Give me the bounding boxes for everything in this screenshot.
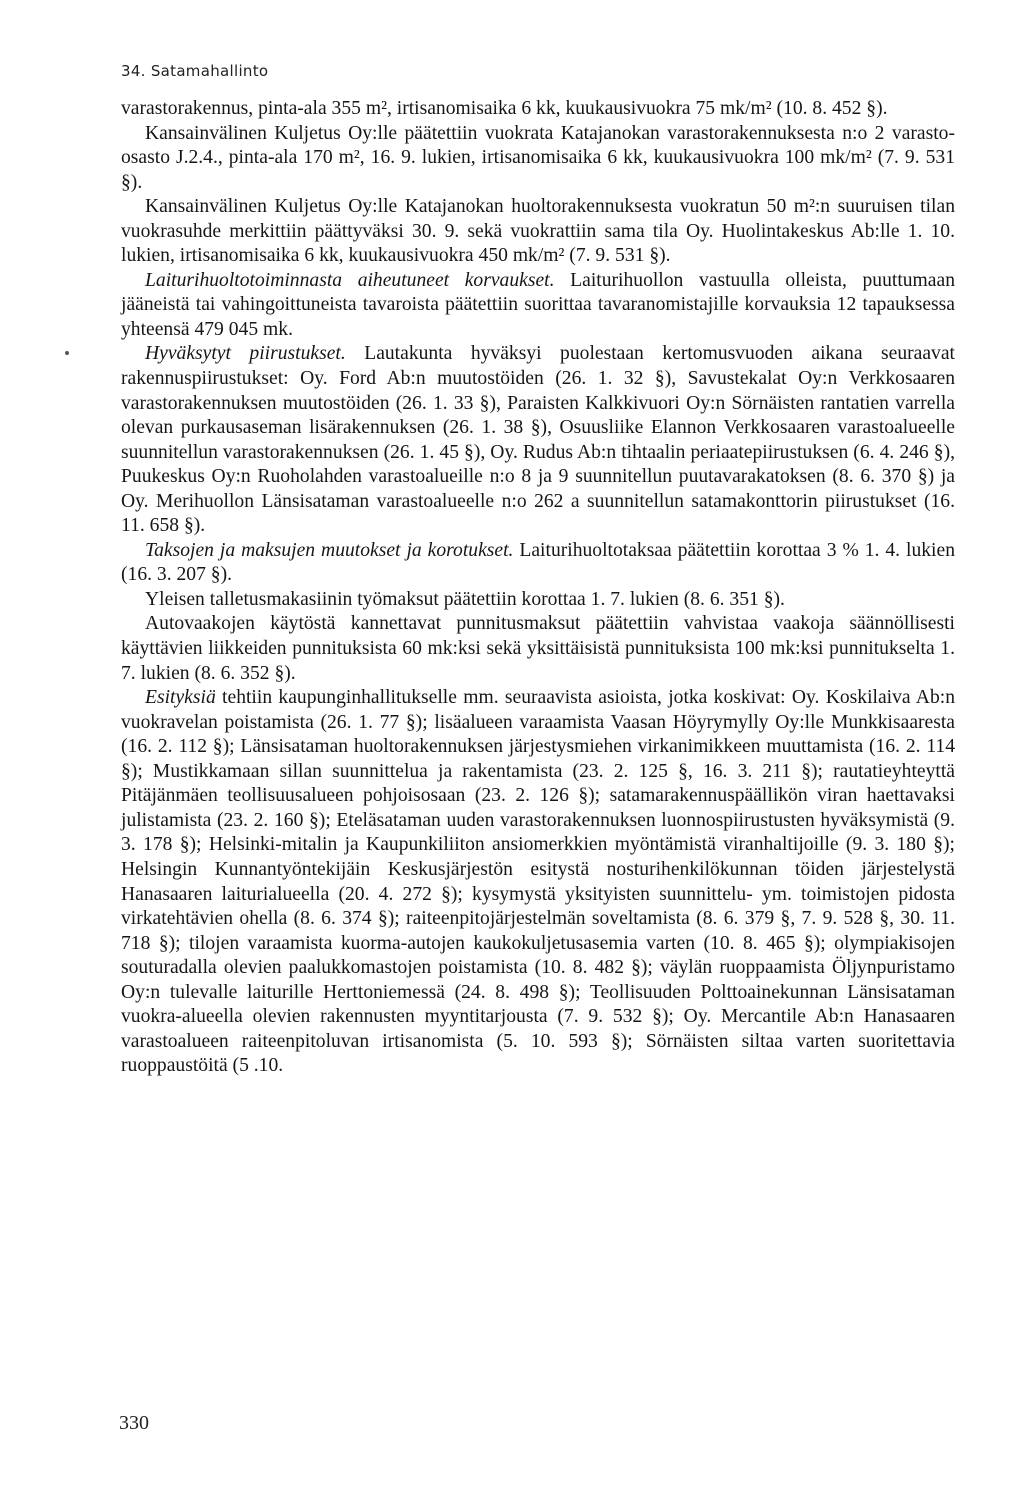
- paragraph: [121, 195, 955, 269]
- paragraph-text: Autovaakojen käytöstä kannettavat punnitusmaksut päätettiin vahvistaa vaakoja säännöllisesti käyttävien liikkeiden punnituksista 60 mk:ksi sekä yksittäisistä punnituksista 100 mk:ksi punnitukselta 1. 7. lukien (8. 6. 352 §).: [121, 613, 955, 684]
- paragraph-text: Laiturihuollon vastuulla olleista, puuttumaan jääneistä tai vahingoittuneista tavaroista päätettiin suorittaa tavaranomistajille korvauksia 12 tapauksessa yhteensä 479 045 mk.: [121, 269, 955, 340]
- paragraph-lead: Esityksiä: [145, 687, 216, 709]
- print-speck: [65, 351, 69, 355]
- page-number: 330: [119, 1412, 149, 1434]
- running-head: 34. Satamahallinto: [121, 62, 269, 80]
- paragraph-lead: Taksojen ja maksujen muutokset ja korotukset.: [145, 539, 514, 561]
- paragraph-text: tehtiin kaupunginhallitukselle mm. seuraavista asioista, jotka koskivat: Oy. Koskilaiva Ab:n vuokravelan poistamista (26. 1. 77 §); lisäalueen varaamista Vaasan Höyrymylly Oy:lle Munkkisaaresta (16. 2. 112 §); Länsisataman huoltorakennuksen järjestysmiehen virkanimikkeen muuttamista (16. 2. 114 §); Mustikkamaan sillan suunnittelua ja rakentamista (23. 2. 125 §, 16. 3. 211 §); rautatieyhteyttä Pitäjänmäen teollisuusalueen pohjoisosaan (23. 2. 126 §); satamarakennuspäällikön viran haettavaksi julistamista (23. 2. 160 §); Eteläsataman uuden varastorakennuksen luonnospiirustusten hyväksymistä (9. 3. 178 §); Helsinki-mitalin ja Kaupunkiliiton ansiomerkkien myöntämistä viranhaltijoille (9. 3. 180 §); Helsingin Kunnantyöntekijäin Keskusjärjestön esitystä nosturihenkilökunnan töiden järjestelystä Hanasaaren laiturialueella (20. 4. 272 §); kysymystä yksityisten suunnittelu- ym. toimistojen pidosta virkatehtävien ohella (8. 6. 374 §); raiteenpitojärjestelmän soveltamista (8. 6. 379 §, 7. 9. 528 §, 30. 11. 718 §); tilojen varaamista kuorma-autojen kaukokuljetusasemia varten (10. 8. 465 §); olympiakisojen souturadalla olevien paalukkomastojen poistamista (10. 8. 482 §); väylän ruoppaamista Öljynpuristamo Oy:n tulevalle laiturille Herttoniemessä (24. 8. 498 §); Teollisuuden Polttoainekunnan Länsisataman vuokra-alueella olevien rakennusten myyntitarjousta (7. 9. 532 §); Oy. Mercantile Ab:n Hanasaaren varastoalueen raiteenpitoluvan irtisanomista (5. 10. 593 §); Sörnäisten siltaa varten suoritettavia ruoppaustöitä (5 .10.: [121, 687, 955, 1077]
- paragraph: [121, 122, 955, 196]
- paragraph-lead: Laiturihuoltotoiminnasta aiheutuneet korvaukset.: [145, 269, 555, 291]
- paragraph-text: Kansainvälinen Kuljetus Oy:lle Katajanokan huoltorakennuksesta vuokratun 50 m²:n suuruisen tilan vuokrasuhde merkittiin päättyväksi 30. 9. sekä vuokrattiin sama tila Oy. Huolintakeskus Ab:lle 1. 10. lukien, irtisanomisaika 6 kk, kuukausivuokra 450 mk/m² (7. 9. 531 §).: [121, 196, 955, 267]
- paragraph: [121, 686, 955, 1079]
- paragraph: [121, 342, 955, 538]
- paragraph-text: varastorakennus, pinta-ala 355 m², irtisanomisaika 6 kk, kuukausivuokra 75 mk/m² (10. 8. 452 §).: [121, 98, 888, 119]
- paragraph: [121, 612, 955, 686]
- paragraph-text: Kansainvälinen Kuljetus Oy:lle päätettiin vuokrata Katajanokan varastorakennuksesta n:o 2 varasto-osasto J.2.4., pinta-ala 170 m², 16. 9. lukien, irtisanomisaika 6 kk, kuukausivuokra 100 mk/m² (7. 9. 531 §).: [121, 122, 955, 193]
- paragraph-text: Laiturihuoltotaksaa päätettiin korottaa 3 % 1. 4. lukien (16. 3. 207 §).: [121, 539, 955, 586]
- paragraph-text: Lautakunta hyväksyi puolestaan kertomusvuoden aikana seuraavat rakennuspiirustukset: Oy. Ford Ab:n muutostöiden (26. 1. 32 §), Savustekalat Oy:n Verkkosaaren varastorakennuksen muutostöiden (26. 1. 33 §), Paraisten Kalkkivuori Oy:n Sörnäisten rantatien varrella olevan purkausaseman lisärakennuksen (26. 1. 38 §), Osuusliike Elannon Verkkosaaren varastoalueelle suunnitellun varastorakennuksen (26. 1. 45 §), Oy. Rudus Ab:n tihtaalin periaatepiirustuksen (6. 4. 246 §), Puukeskus Oy:n Ruoholahden varastoalueille n:o 8 ja 9 suunnitellun puutavarakatoksen (8. 6. 370 §) ja Oy. Merihuollon Länsisataman varastoalueelle n:o 262 a suunnitellun satamakonttorin piirustukset (16. 11. 658 §).: [121, 343, 955, 537]
- paragraph: [121, 269, 955, 343]
- paragraph-lead: Hyväksytyt piirustukset.: [145, 343, 346, 365]
- paragraph: [121, 588, 955, 613]
- paragraph: [121, 97, 955, 122]
- paragraph: [121, 539, 955, 588]
- body-text: [121, 97, 955, 1079]
- paragraph-text: Yleisen talletusmakasiinin työmaksut päätettiin korottaa 1. 7. lukien (8. 6. 351 §).: [145, 588, 785, 610]
